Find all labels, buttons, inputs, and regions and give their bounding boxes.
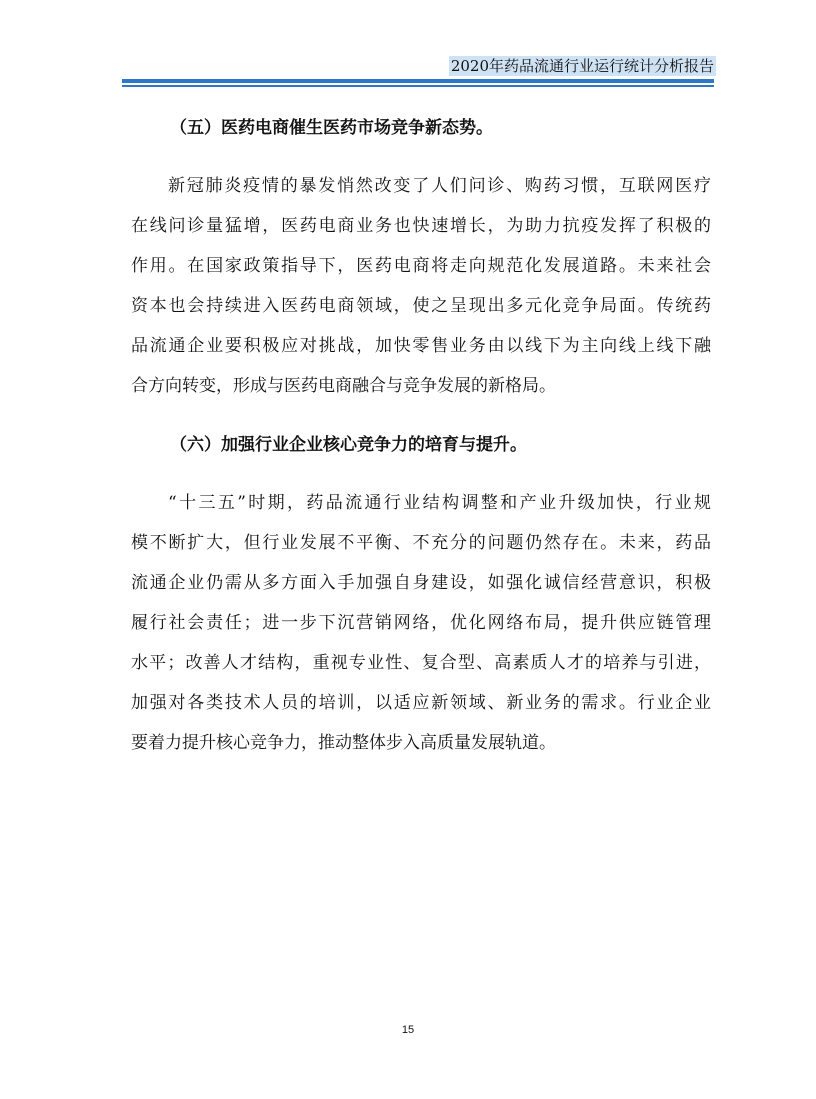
section-5-paragraph bbox=[131, 166, 711, 406]
page-number: 15 bbox=[401, 1024, 415, 1036]
paragraph-line: 在线问诊量猛增，医药电商业务也快速增长，为助力抗疫发挥了积极的 bbox=[131, 216, 711, 236]
paragraph-line: 资本也会持续进入医药电商领域，使之呈现出多元化竞争局面。传统药 bbox=[131, 296, 711, 316]
section-6-paragraph bbox=[131, 483, 711, 763]
paragraph-line: 水平；改善人才结构，重视专业性、复合型、高素质人才的培养与引进， bbox=[131, 653, 711, 673]
paragraph-line: 合方向转变，形成与医药电商融合与竞争发展的新格局。 bbox=[131, 376, 556, 396]
section-heading-6: （六）加强行业企业核心竞争力的培育与提升。 bbox=[170, 435, 527, 455]
paragraph-line: 作用。在国家政策指导下，医药电商将走向规范化发展道路。未来社会 bbox=[131, 256, 711, 276]
paragraph-line: 品流通企业要积极应对挑战，加快零售业务由以线下为主向线上线下融 bbox=[131, 336, 711, 356]
paragraph-line: 新冠肺炎疫情的暴发悄然改变了人们问诊、购药习惯，互联网医疗 bbox=[168, 176, 711, 196]
paragraph-line: “十三五”时期，药品流通行业结构调整和产业升级加快，行业规 bbox=[168, 493, 711, 513]
paragraph-line: 要着力提升核心竞争力，推动整体步入高质量发展轨道。 bbox=[131, 733, 556, 753]
paragraph-line: 履行社会责任；进一步下沉营销网络，优化网络布局，提升供应链管理 bbox=[131, 613, 711, 633]
header-rule-thin bbox=[122, 85, 714, 87]
paragraph-line: 加强对各类技术人员的培训，以适应新领域、新业务的需求。行业企业 bbox=[131, 693, 711, 713]
paragraph-line: 流通企业仍需从多方面入手加强自身建设，如强化诚信经营意识，积极 bbox=[131, 573, 711, 593]
page-header bbox=[0, 0, 816, 90]
header-title: 2020年药品流通行业运行统计分析报告 bbox=[450, 57, 714, 75]
paragraph-line: 模不断扩大，但行业发展不平衡、不充分的问题仍然存在。未来，药品 bbox=[131, 533, 711, 553]
header-rule-thick bbox=[122, 79, 714, 83]
section-heading-5: （五）医药电商催生医药市场竞争新态势。 bbox=[170, 118, 493, 138]
